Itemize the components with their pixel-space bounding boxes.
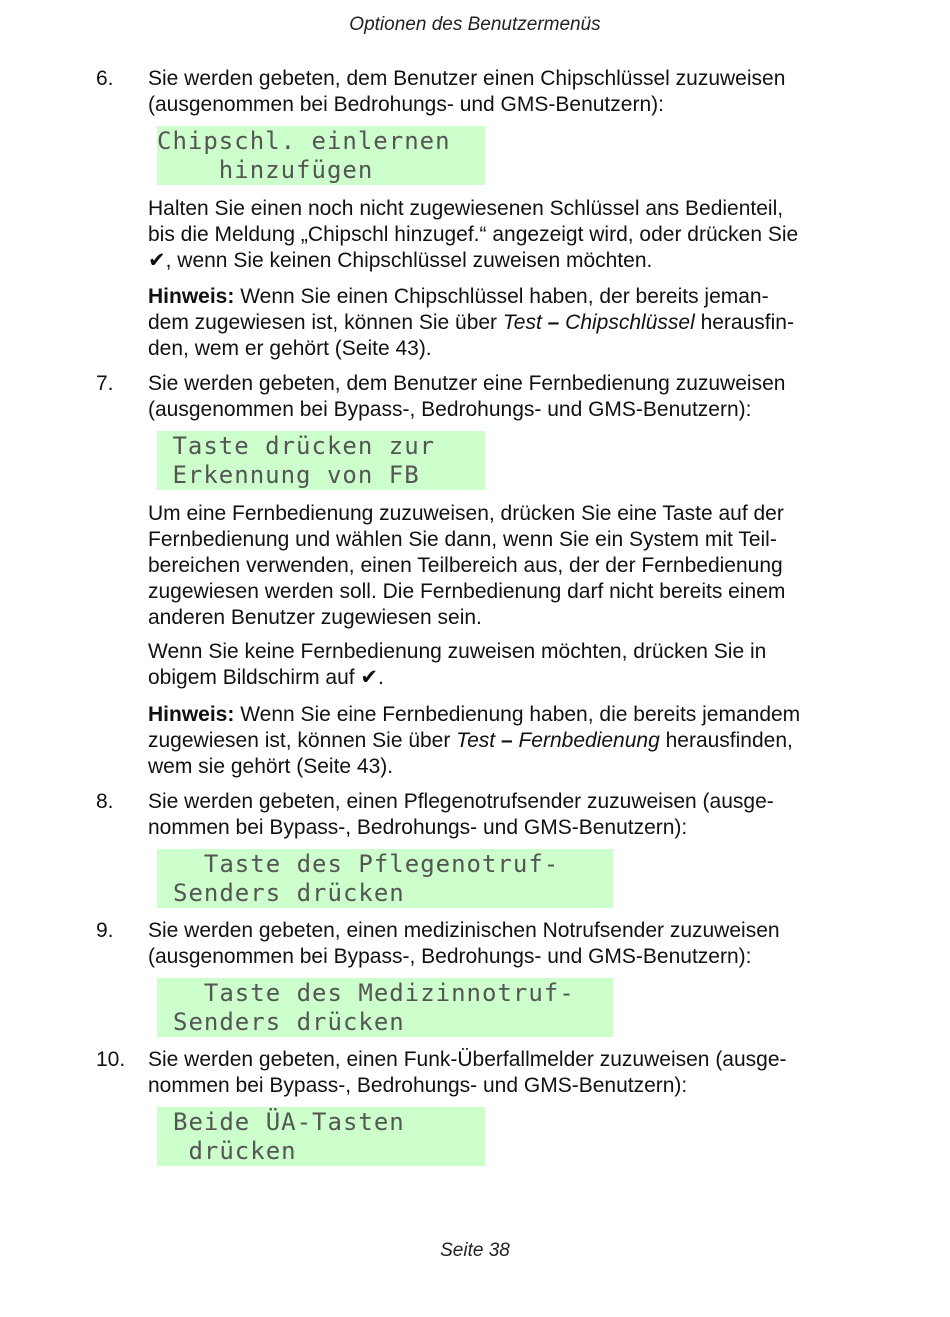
text-span: – (541, 311, 566, 334)
text-line: Fernbedienung und wählen Sie dann, wenn Sie ein System mit Teil- (148, 528, 777, 551)
hint-label: Hinweis: (148, 703, 235, 726)
lcd-line: Taste des Medizinnotruf- (173, 979, 575, 1007)
text-line (148, 248, 860, 274)
menu-path: Fernbedienung (518, 729, 660, 752)
intro-line: Sie werden gebeten, einen Pflegenotrufsender zuzuweisen (ausge- (148, 790, 774, 813)
text-span: , wenn Sie keinen Chipschlüssel zuweisen möchten. (165, 249, 653, 272)
item-number: 8. (96, 790, 114, 813)
text-span: – (495, 729, 519, 752)
hint-paragraph (148, 284, 860, 362)
text-span: dem zugewiesen ist, können Sie über (148, 311, 503, 334)
menu-path: Test (456, 729, 496, 752)
check-icon: ✔ (360, 666, 379, 689)
page-header: Optionen des Benutzermenüs (349, 14, 601, 35)
page-number: Seite 38 (440, 1240, 510, 1261)
item-intro (148, 789, 860, 841)
intro-line: Sie werden gebeten, dem Benutzer einen Chipschlüssel zuzuweisen (148, 67, 786, 90)
lcd-display (157, 849, 613, 908)
lcd-display (157, 1107, 485, 1166)
lcd-line: Beide ÜA-Tasten (173, 1108, 405, 1136)
lcd-line: Taste drücken zur (157, 432, 436, 460)
text-line: bereichen verwenden, einen Teilbereich aus, der der Fernbedienung (148, 554, 783, 577)
item-number: 10. (96, 1048, 126, 1071)
text-line (148, 284, 860, 310)
text-line: wem sie gehört (Seite 43). (148, 755, 394, 778)
item-number: 7. (96, 372, 114, 395)
instruction-paragraph (148, 639, 860, 691)
text-line (148, 702, 860, 728)
instruction-paragraph (148, 196, 860, 274)
lcd-line: Taste des Pflegenotruf- (173, 850, 560, 878)
intro-line: Sie werden gebeten, einen medizinischen Notrufsender zuzuweisen (148, 919, 780, 942)
text-line (148, 310, 860, 336)
text-line: zugewiesen werden soll. Die Fernbedienung darf nicht bereits einem (148, 580, 786, 603)
intro-line: (ausgenommen bei Bypass-, Bedrohungs- und GMS-Benutzern): (148, 398, 752, 421)
text-span: herausfinden, (659, 729, 793, 752)
intro-line: (ausgenommen bei Bypass-, Bedrohungs- und GMS-Benutzern): (148, 945, 752, 968)
lcd-line: drücken (173, 1137, 297, 1165)
item-intro (148, 918, 860, 970)
item-number: 9. (96, 919, 114, 942)
intro-line: nommen bei Bypass-, Bedrohungs- und GMS-Benutzern): (148, 1074, 688, 1097)
text-span: obigem Bildschirm auf (148, 666, 361, 689)
intro-line: Sie werden gebeten, einen Funk-Überfallmelder zuzuweisen (ausge- (148, 1048, 787, 1071)
item-number: 6. (96, 67, 114, 90)
text-span: zugewiesen ist, können Sie über (148, 729, 457, 752)
text-line: anderen Benutzer zugewiesen sein. (148, 606, 482, 629)
hint-paragraph (148, 702, 860, 780)
menu-path: Test (502, 311, 542, 334)
text-line: Halten Sie einen noch nicht zugewiesenen Schlüssel ans Bedienteil, (148, 197, 784, 220)
text-line: bis die Meldung „Chipschl hinzugef.“ angezeigt wird, oder drücken Sie (148, 223, 799, 246)
text-line (148, 728, 860, 754)
item-intro (148, 371, 860, 423)
instruction-paragraph (148, 501, 860, 631)
text-span: . (378, 666, 384, 689)
intro-line: Sie werden gebeten, dem Benutzer eine Fernbedienung zuzuweisen (148, 372, 786, 395)
check-icon: ✔ (148, 249, 166, 272)
text-line: Wenn Sie keine Fernbedienung zuweisen möchten, drücken Sie in (148, 640, 767, 663)
text-line: den, wem er gehört (Seite 43). (148, 337, 432, 360)
intro-line: nommen bei Bypass-, Bedrohungs- und GMS-Benutzern): (148, 816, 688, 839)
item-intro (148, 66, 860, 118)
lcd-line: Senders drücken (173, 1008, 405, 1036)
lcd-line: hinzufügen (157, 156, 374, 184)
lcd-display (157, 431, 485, 490)
item-intro (148, 1047, 860, 1099)
hint-label: Hinweis: (148, 285, 235, 308)
lcd-line: Erkennung von FB (157, 461, 420, 489)
lcd-line: Senders drücken (173, 879, 405, 907)
menu-path: Chipschlüssel (565, 311, 695, 334)
text-line (148, 665, 860, 691)
lcd-line: Chipschl. einlernen (157, 127, 451, 155)
text-span: Wenn Sie eine Fernbedienung haben, die bereits jemandem (234, 703, 801, 726)
text-span: Wenn Sie einen Chipschlüssel haben, der bereits jeman- (234, 285, 769, 308)
text-line: Um eine Fernbedienung zuzuweisen, drücken Sie eine Taste auf der (148, 502, 784, 525)
intro-line: (ausgenommen bei Bedrohungs- und GMS-Benutzern): (148, 93, 664, 116)
lcd-display (157, 126, 485, 185)
text-span: herausfin- (694, 311, 794, 334)
lcd-display (157, 978, 613, 1037)
